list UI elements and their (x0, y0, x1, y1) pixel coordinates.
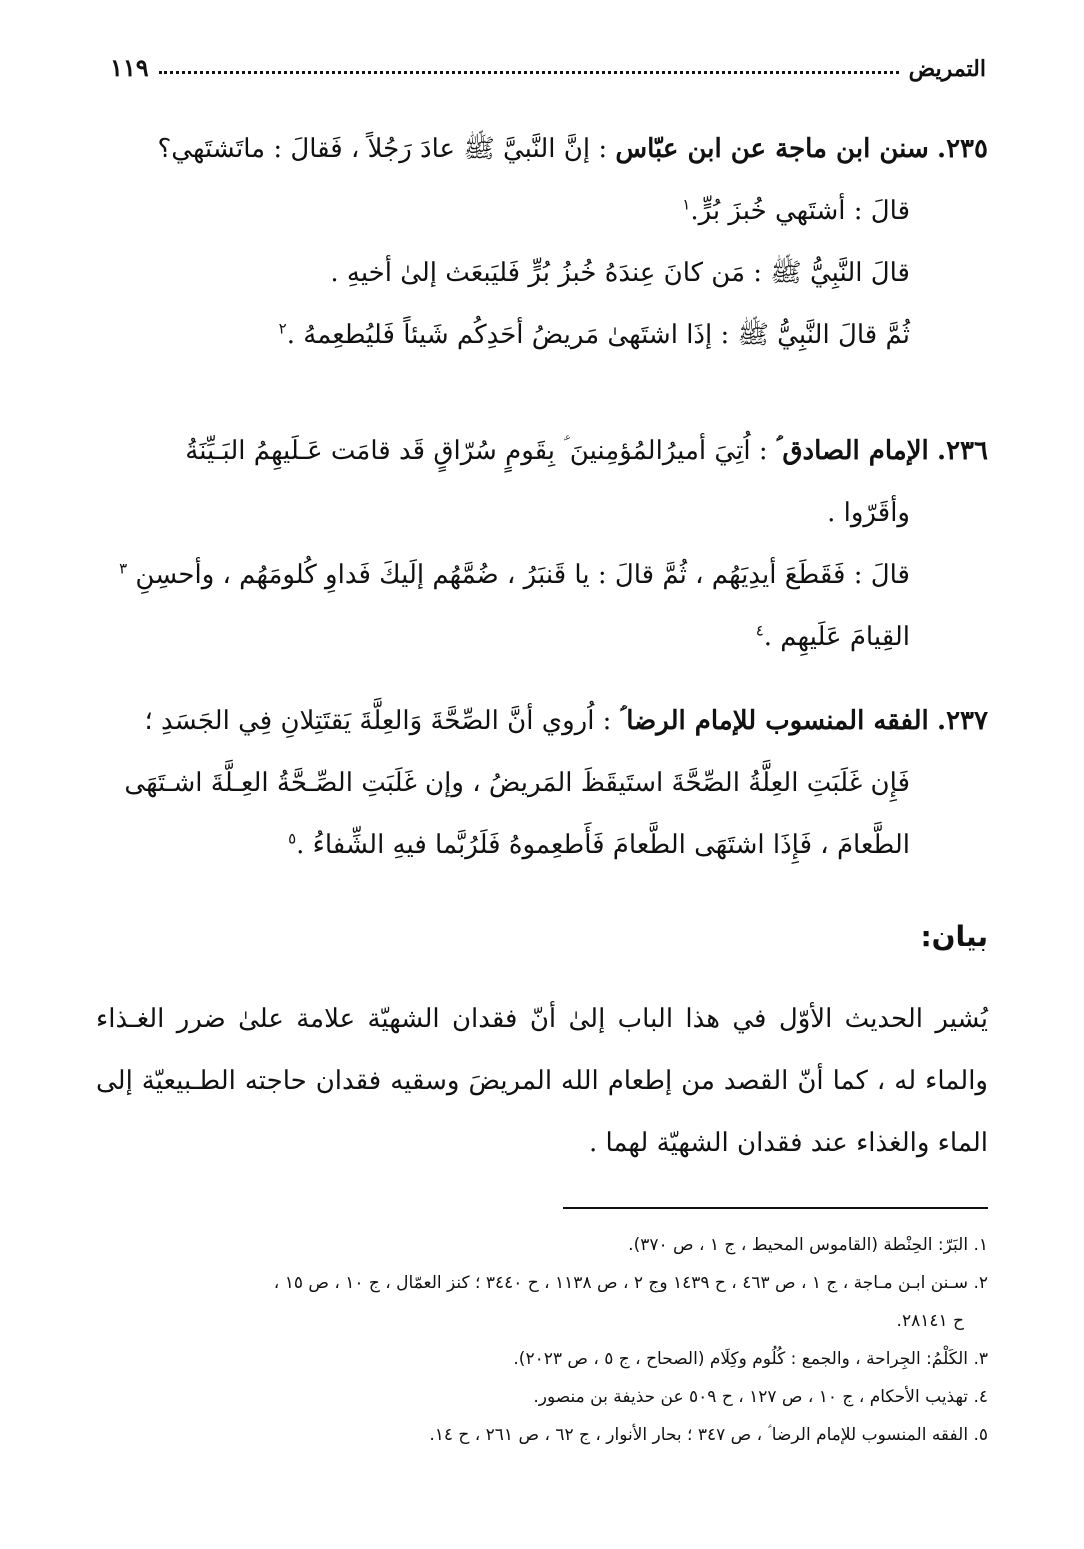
footnote (90, 1340, 988, 1378)
hadith-number: ٢٣٧. (937, 706, 988, 736)
footnote-text: البَرّ: الحِنْطة (القاموس المحيط ، ج ١ ، ص ٣٧٠). (628, 1235, 969, 1255)
footnote-marker[interactable]: ٤ (755, 621, 764, 640)
footnote-text: سـنن ابـن مـاجة ، ج ١ ، ص ٤٦٣ ، ح ١٤٣٩ وج ٢ ، ص ١١٣٨ ، ح ٣٤٤٠ ؛ كنز العمّال ، ج ١٠ ، ص ١٥ ، (273, 1273, 969, 1293)
footnote-continuation: ح ٢٨١٤١. (896, 1311, 964, 1331)
hadith-text: القِيامَ عَلَيهِم . (763, 622, 910, 652)
hadith-line (96, 482, 988, 544)
hadith-text: ثُمَّ قالَ النَّبِيُّ ﷺ : إذَا اشتَهىٰ مَريضُ أحَدِكُم شَيئاً فَليُطعِمهُ . (286, 320, 910, 350)
hadith-line (96, 606, 988, 668)
footnote (90, 1378, 988, 1416)
footnote (90, 1264, 988, 1340)
hadith-text: وأقَرّوا . (827, 498, 910, 528)
bayan-heading: بيان: (920, 920, 988, 953)
hadith-source: سنن ابن ماجة عن ابن عبّاس (615, 134, 929, 164)
header-dot-leader (159, 71, 899, 74)
hadith-text: فَإِن غَلَبَتِ العِلَّةُ الصِّحَّةَ استَيقَظَ المَريضُ ، وإن غَلَبَتِ الصِّـحَّةُ العِـلَّةَ اشـتَهَى (124, 768, 910, 798)
hadith-line (96, 752, 988, 814)
footnote-marker[interactable]: ١ (682, 195, 691, 214)
hadith-236 (96, 420, 988, 668)
footnote-marker[interactable]: ٣ (119, 559, 128, 578)
footnote-number: ٣. (973, 1349, 988, 1369)
chapter-title: التمريض (908, 56, 986, 82)
hadith-text: الطَّعامَ ، فَإِذَا اشتَهَى الطَّعامَ فَأَطعِموهُ فَلَرُبَّما فيهِ الشِّفاءُ . (296, 830, 910, 860)
footnote-separator (563, 1207, 988, 1209)
page-number: ١١٩ (110, 53, 149, 82)
hadith-text: : إنَّ النَّبيَّ ﷺ عادَ رَجُلاً ، فَقالَ : ماتَشتَهي؟ (157, 134, 608, 164)
footnote-number: ٤. (973, 1387, 988, 1407)
footnote-marker[interactable]: ٥ (288, 829, 297, 848)
hadith-line (96, 304, 988, 366)
footnote (90, 1226, 988, 1264)
hadith-line (96, 180, 988, 242)
hadith-text: : اُتِيَ أميرُالمُؤمِنينَ ؑ بِقَومٍ سُرّاقٍ قَد قامَت عَـلَيهِمُ البَـيِّنَةُ (185, 436, 768, 466)
footnote-marker[interactable]: ٢ (278, 319, 287, 338)
hadith-line (96, 690, 988, 752)
footnote-text: الكَلْمُ: الجِراحة ، والجمع : كُلُوم وكِلَام (الصحاح ، ج ٥ ، ص ٢٠٢٣). (513, 1349, 969, 1369)
hadith-line (96, 544, 988, 606)
footnotes (90, 1226, 988, 1454)
hadith-source: الفقه المنسوب للإمام الرضا ؑ (619, 706, 929, 736)
footnote-number: ٥. (973, 1425, 988, 1445)
running-header (110, 38, 986, 82)
footnote-number: ٢. (973, 1273, 988, 1293)
hadith-235 (96, 118, 988, 366)
footnote (90, 1416, 988, 1454)
hadith-line (96, 242, 988, 304)
hadith-text: قالَ : أشتَهي خُبزَ بُرٍّ. (690, 196, 910, 226)
hadith-number: ٢٣٥. (937, 134, 988, 164)
footnote-number: ١. (973, 1235, 988, 1255)
hadith-line (96, 814, 988, 876)
hadith-line (96, 118, 988, 180)
hadith-source: الإمام الصادق ؑ (775, 436, 929, 466)
hadith-237 (96, 690, 988, 876)
hadith-number: ٢٣٦. (937, 436, 988, 466)
footnote-text: تهذيب الأحكام ، ج ١٠ ، ص ١٢٧ ، ح ٥٠٩ عن حذيفة بن منصور. (533, 1387, 969, 1407)
bayan-paragraph: يُشير الحديث الأوّل في هذا الباب إلىٰ أنّ فقدان الشهيّة علامة علىٰ ضرر الغـذاء والماء له ، كما أنّ القصد من إطعام الله المريضَ وسقيه فقدان حاجته الطـبيعيّة إلى الماء والغذاء عند فقدان الشهيّة لهما . (96, 1004, 988, 1158)
hadith-text: : اُروي أنَّ الصِّحَّةَ وَالعِلَّةَ يَقتَتِلانِ فِي الجَسَدِ ؛ (144, 706, 612, 736)
hadith-text: قالَ النَّبِيُّ ﷺ : مَن كانَ عِندَهُ خُبزُ بُرٍّ فَليَبعَث إلىٰ أخيهِ . (330, 258, 910, 288)
hadith-text: قالَ : فَقَطَعَ أيدِيَهُم ، ثُمَّ قالَ : يا قَنبَرُ ، ضُمَّهُم إلَيكَ فَداوِ كُلومَهُم ، وأحسِنِ (135, 560, 910, 590)
hadith-line (96, 420, 988, 482)
footnote-text: الفقه المنسوب للإمام الرضا ؑ ، ص ٣٤٧ ؛ بحار الأنوار ، ج ٦٢ ، ص ٢٦١ ، ح ١٤. (429, 1425, 969, 1445)
